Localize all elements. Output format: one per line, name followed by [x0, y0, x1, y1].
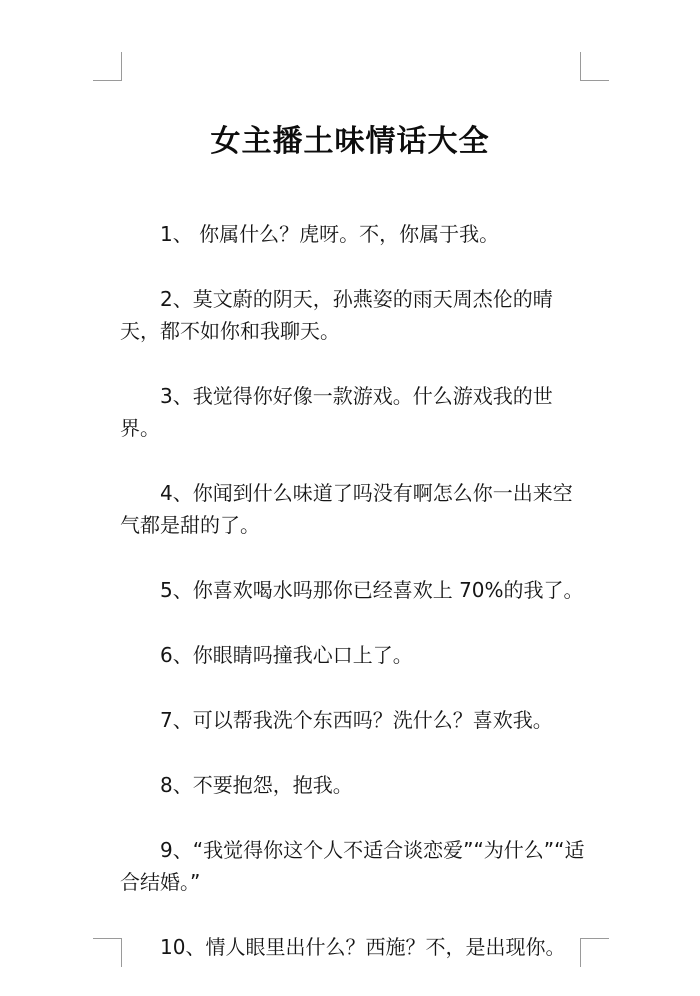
crop-mark-top-left [93, 52, 122, 81]
list-item: 2、莫文蔚的阴天，孙燕姿的雨天周杰伦的晴天，都不如你和我聊天。 [120, 287, 553, 343]
list-item: 4、你闻到什么味道了吗没有啊怎么你一出来空气都是甜的了。 [120, 481, 573, 537]
list-item: 9、“我觉得你这个人不适合谈恋爱”“为什么”“适合结婚。” [120, 838, 585, 894]
crop-mark-bottom-left [93, 938, 122, 967]
crop-mark-top-right [580, 52, 609, 81]
list-item: 10、情人眼里出什么？西施？不，是出现你。 [160, 935, 566, 959]
list-item: 6、你眼睛吗撞我心口上了。 [160, 643, 413, 667]
list-item: 7、可以帮我洗个东西吗？洗什么？喜欢我。 [160, 708, 553, 732]
list-item: 3、我觉得你好像一款游戏。什么游戏我的世界。 [120, 384, 553, 440]
phrase-list [120, 218, 590, 996]
list-item: 8、不要抱怨，抱我。 [160, 773, 353, 797]
document-title: 女主播土味情话大全 [210, 124, 490, 159]
list-item: 5、你喜欢喝水吗那你已经喜欢上 70%的我了。 [160, 578, 584, 602]
list-item: 1、 你属什么？虎呀。不，你属于我。 [160, 222, 500, 246]
